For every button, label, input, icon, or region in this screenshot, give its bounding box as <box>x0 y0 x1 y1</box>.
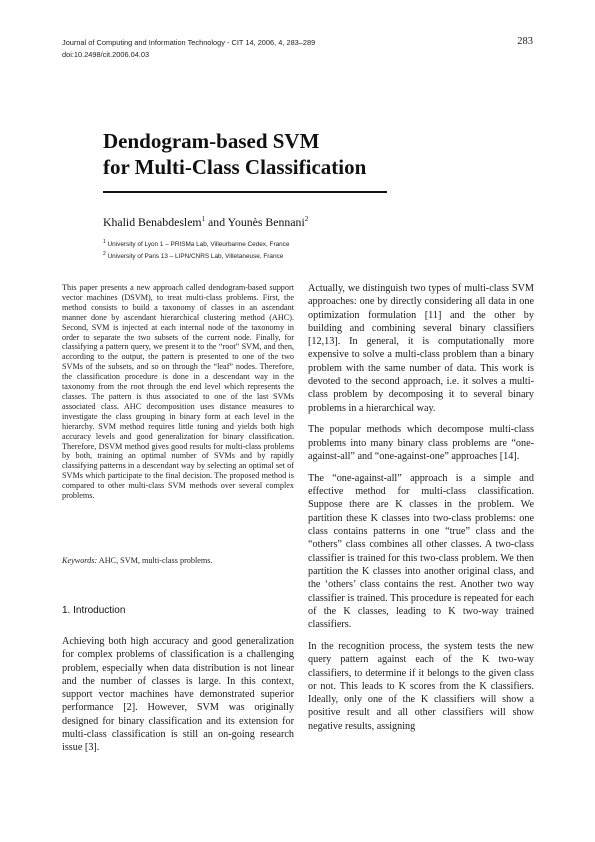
affiliation-2 <box>103 250 289 262</box>
affiliation-1-mark: 1 <box>103 239 106 245</box>
right-column <box>308 282 534 742</box>
author-1-affiliation-mark: 1 <box>201 215 206 223</box>
author-1: Khalid Benabdeslem <box>103 215 202 229</box>
keywords-label: Keywords: <box>62 556 98 565</box>
journal-citation: Journal of Computing and Information Technology - CIT 14, 2006, 4, 283–289 <box>62 38 316 47</box>
paragraph: Actually, we distinguish two types of multi-class SVM approaches: one by directly considering all data in one optimization formulation [11] and the other by building and combining several binary classifiers [12,13]. In general, it is computationally more expensive to solve a multi-class problem than a binary problem with the same number of data. This work is devoted to the second approach, i.e. it solves a multi-class problem by decomposing it to several binary problems in a hierarchical way. <box>308 283 534 414</box>
affiliations <box>103 238 289 261</box>
paragraph: The popular methods which decompose multi-class problems into many binary class problems are “one-against-all” and “one-against-one” approaches [14]. <box>308 424 534 463</box>
journal-header <box>62 37 315 60</box>
page-number: 283 <box>517 36 533 47</box>
author-list <box>103 215 308 230</box>
author-conjunction: and <box>205 215 228 229</box>
affiliation-2-text: University of Paris 13 – LIPN/CNRS Lab, Villetaneuse, France <box>107 252 284 260</box>
paper-title <box>103 128 366 180</box>
paragraph: The “one-against-all” approach is a simple and effective method for multi-class classification. Suppose there are K classes in the problem. We partition these K classes into two-class problems: one class contains patterns in one “true” class and the “others” class combines all other classes. A two-class classifier is trained for this two-class problem. We then partition the K classes into another original class, and the ‘others’ class contains the rest. Another two way classifier is trained. This procedure is repeated for each of the K classes, leading to K two-way trained classifiers. <box>308 472 534 631</box>
keywords-text: AHC, SVM, multi-class problems. <box>97 556 213 565</box>
intro-paragraph: Achieving both high accuracy and good generalization for complex problems of classification is a challenging problem, especially when data distribution is not linear and the number of classes is large. In this context, support vector machines have demonstrated superior performance [2]. However, SVM was originally designed for binary classification and its extension for multi-class classification is still an on-going research issue [3]. <box>62 636 294 754</box>
section-heading-introduction: 1. Introduction <box>62 605 126 616</box>
title-line-1: Dendogram-based SVM <box>103 129 320 153</box>
doi: doi:10.2498/cit.2006.04.03 <box>62 49 150 59</box>
paragraph: In the recognition process, the system tests the new query pattern against each of the K two-way classifiers, to determine if it belongs to the given class or not. This leads to K scores from the K classifiers. Ideally, only one of the K classifiers will show a positive result and all other classifiers will show negative results, assigning <box>308 640 534 732</box>
title-line-2: for Multi-Class Classification <box>103 155 367 179</box>
affiliation-1 <box>103 238 289 250</box>
affiliation-1-text: University of Lyon 1 – PRISMa Lab, Villeurbanne Cedex, France <box>107 241 290 248</box>
author-2-affiliation-mark: 2 <box>304 215 309 223</box>
author-2: Younès Bennani <box>227 215 305 229</box>
affiliation-2-mark: 2 <box>103 250 106 257</box>
abstract: This paper presents a new approach called dendogram-based support vector machines (DSVM), to treat multi-class problems. First, the method consists to build a taxonomy of classes in an ascendant manner done by ascendant hierarchical clustering method (AHC). Second, SVM is injected at each internal node of the taxonomy in order to separate the two subsets of the current node. Finally, for classifying a pattern query, we present it to the “root” SVM, and then, according to the output, the pattern is presented to one of the two SVMs of the subsets, and so on through the “leaf” nodes. Therefore, the classification procedure is done in a descendant way in the taxonomy from the root through the end level which represents the classes. The pattern is thus associated to one of the last SVMs associated class. AHC decomposition uses distance measures to investigate the class grouping in binary form at each level in the hierarchy. SVM method requires little tuning and yields both high accuracy levels and good generalization for binary classification. Therefore, DSVM method gives good results for multi-class problems by both, training an optimal number of SVMs and by rapidly classifying patterns in a descendant way by selecting an optimal set of SVMs which participate to the final decision. The proposed method is compared to other multi-class SVM methods over several complex problems. <box>62 283 294 501</box>
title-rule <box>103 191 387 193</box>
keywords <box>62 556 294 566</box>
